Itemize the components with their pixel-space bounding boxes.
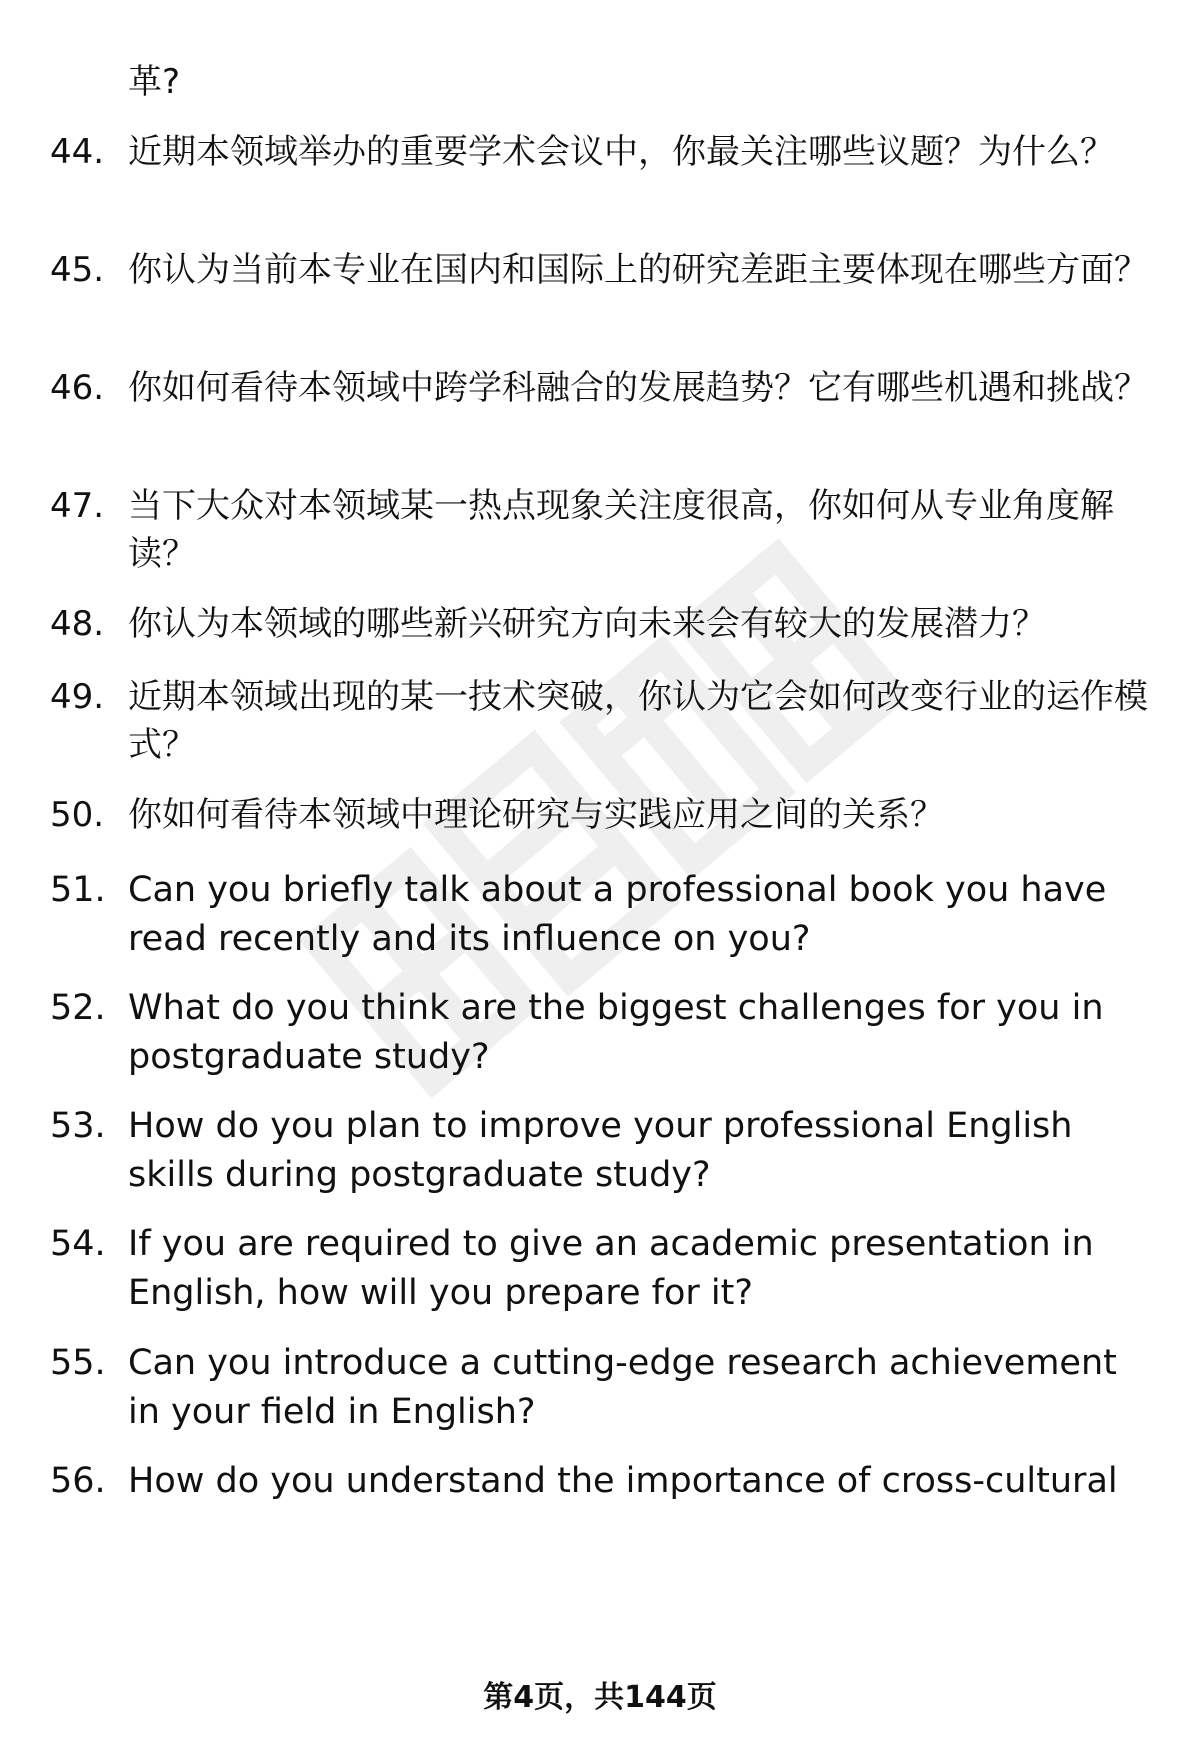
question-number: 56. bbox=[50, 1461, 106, 1501]
question-text: 当下大众对本领域某一热点现象关注度很高，你如何从专业角度解读？ bbox=[128, 486, 1114, 574]
page-footer: 第4页，共144页 bbox=[483, 1680, 717, 1715]
question-text: Can you introduce a cutting-edge research achievement in your field in English? bbox=[128, 1343, 1117, 1432]
question-text: 近期本领域出现的某一技术突破，你认为它会如何改变行业的运作模式？ bbox=[128, 677, 1148, 765]
question-number: 48. bbox=[50, 604, 105, 644]
question-text: 你如何看待本领域中理论研究与实践应用之间的关系？ bbox=[128, 795, 944, 835]
question-text: Can you briefly talk about a professional book you have read recently and its influence on you? bbox=[128, 870, 1107, 959]
question-number: 55. bbox=[50, 1343, 106, 1383]
question-number: 44. bbox=[50, 132, 105, 172]
question-text: If you are required to give an academic presentation in English, how will you prepare for it? bbox=[128, 1224, 1094, 1313]
question-number: 49. bbox=[50, 677, 105, 717]
continued-question-text: 革? bbox=[128, 62, 181, 102]
question-text: How do you plan to improve your professional English skills during postgraduate study? bbox=[128, 1106, 1073, 1195]
question-number: 52. bbox=[50, 988, 106, 1028]
question-text: How do you understand the importance of cross-cultural bbox=[128, 1461, 1118, 1501]
question-number: 45. bbox=[50, 250, 105, 290]
question-text: 你如何看待本领域中跨学科融合的发展趋势？它有哪些机遇和挑战？ bbox=[128, 368, 1148, 408]
question-number: 54. bbox=[50, 1224, 106, 1264]
question-text: 你认为本领域的哪些新兴研究方向未来会有较大的发展潜力？ bbox=[128, 604, 1046, 644]
question-text: What do you think are the biggest challenges for you in postgraduate study? bbox=[128, 988, 1104, 1077]
question-number: 46. bbox=[50, 368, 105, 408]
question-number: 51. bbox=[50, 870, 106, 910]
question-number: 50. bbox=[50, 795, 105, 835]
question-text: 近期本领域举办的重要学术会议中，你最关注哪些议题？为什么？ bbox=[128, 132, 1114, 172]
question-number: 47. bbox=[50, 486, 105, 526]
question-number: 53. bbox=[50, 1106, 106, 1146]
question-text: 你认为当前本专业在国内和国际上的研究差距主要体现在哪些方面？ bbox=[128, 250, 1148, 290]
